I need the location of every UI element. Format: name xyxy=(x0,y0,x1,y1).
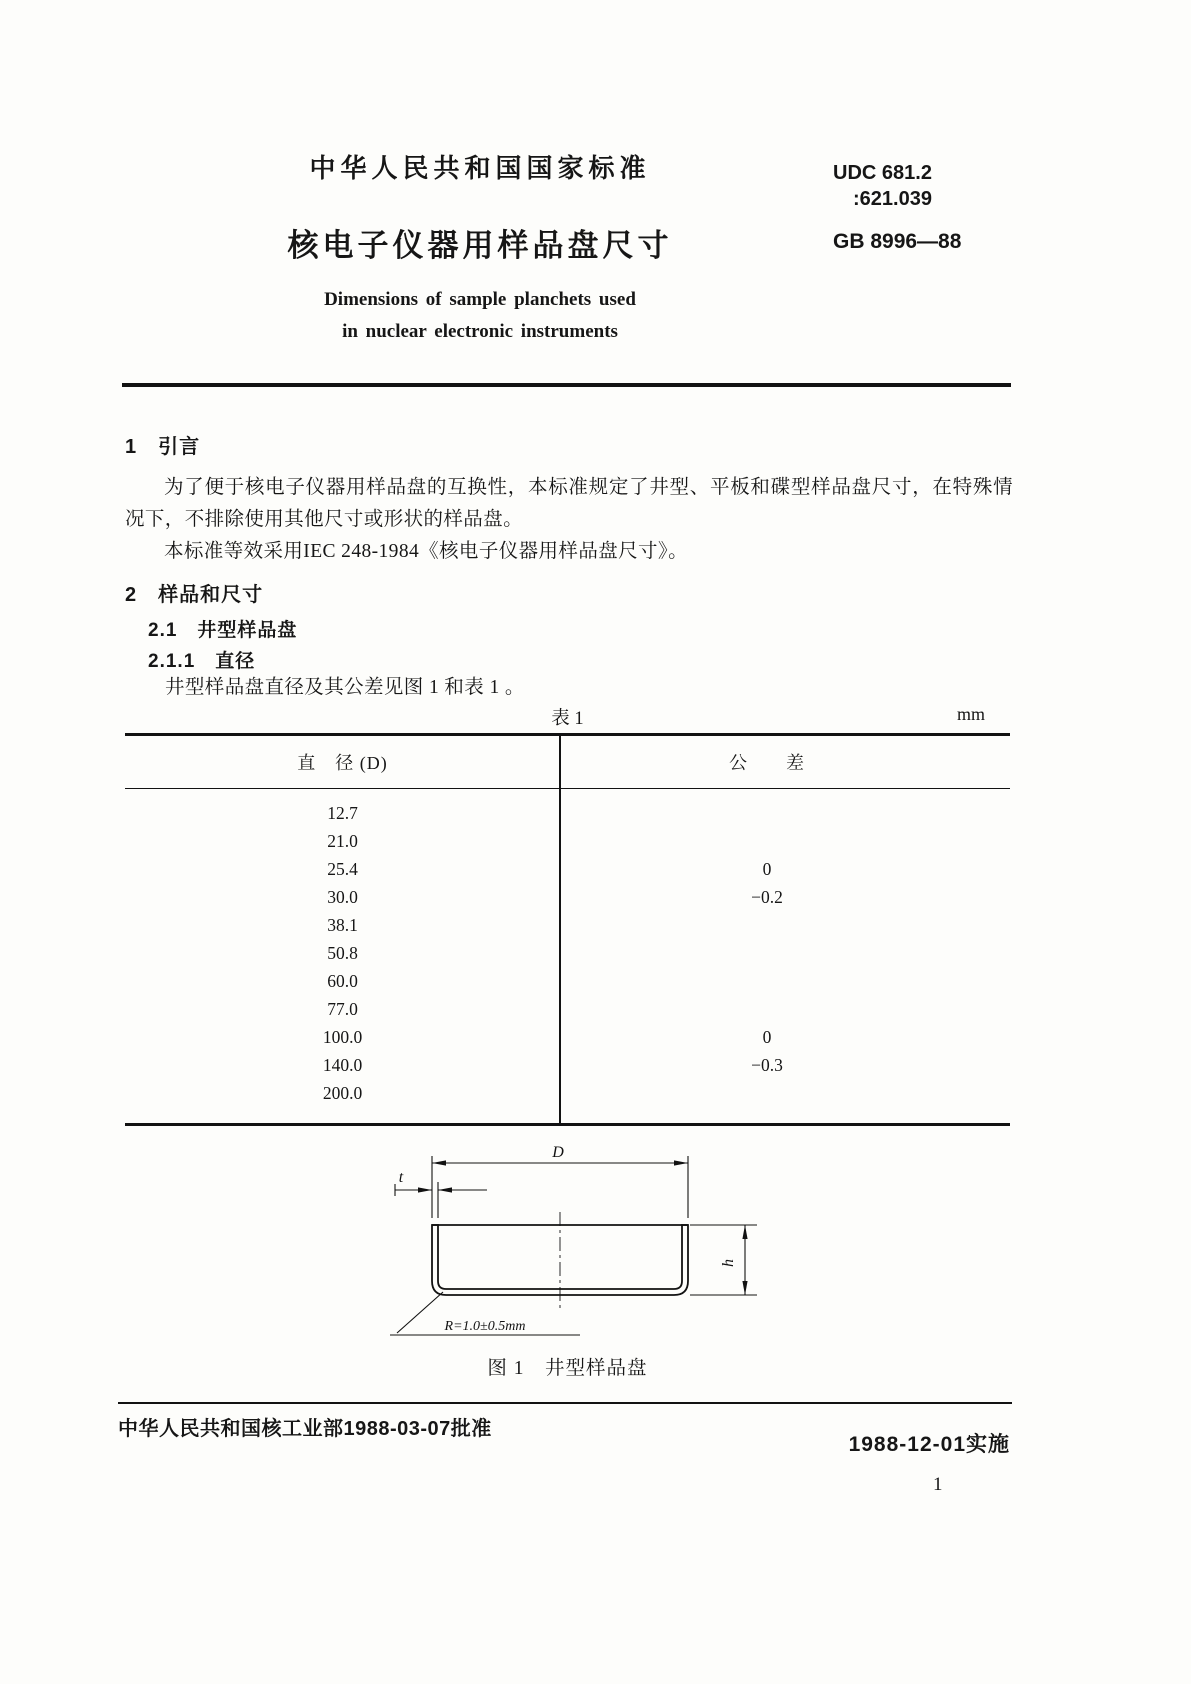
tolerance-group1-lower: −0.2 xyxy=(751,887,783,907)
tolerance-group1-upper: 0 xyxy=(762,859,772,879)
radius-annotation: R=1.0±0.5mm xyxy=(444,1319,526,1334)
document-title-english xyxy=(125,284,835,348)
figure-1-caption: 图 1 井型样品盘 xyxy=(487,1358,648,1379)
diameter-value: 100.0 xyxy=(322,1027,363,1047)
dimension-h xyxy=(690,1225,757,1295)
dimension-label-h: h xyxy=(720,1259,737,1267)
table-caption: 表 1 xyxy=(551,709,584,729)
document-title-chinese: 核电子仪器用样品盘尺寸 xyxy=(287,228,673,263)
udc-line2: :621.039 xyxy=(853,188,932,210)
dimension-t xyxy=(395,1169,487,1218)
tolerance-group2-upper: 0 xyxy=(762,1027,772,1047)
tolerance-group2-lower: −0.3 xyxy=(751,1055,783,1075)
approval-statement: 中华人民共和国核工业部1988-03-07批准 xyxy=(118,1418,492,1440)
section-1-paragraph-2: 本标准等效采用IEC 248-1984《核电子仪器用样品盘尺寸》。 xyxy=(164,541,688,562)
diameter-value: 200.0 xyxy=(322,1083,363,1103)
dimension-label-t: t xyxy=(398,1169,404,1186)
diameter-value: 12.7 xyxy=(327,803,358,823)
planchet-cross-section xyxy=(432,1225,688,1295)
table-caption-row xyxy=(125,704,1010,730)
implementation-date: 1988-12-01实施 xyxy=(848,1433,1010,1456)
figure-1-drawing xyxy=(385,1142,865,1357)
section-2-paragraph: 井型样品盘直径及其公差见图 1 和表 1 。 xyxy=(165,677,525,698)
diameter-value: 25.4 xyxy=(327,859,358,879)
tolerance-cell xyxy=(560,799,1010,1107)
section-1-paragraph-1: 为了便于核电子仪器用样品盘的互换性，本标准规定了井型、平板和碟型样品盘尺寸，在特殊情况下，不排除使用其他尺寸或形状的样品盘。 xyxy=(125,477,1013,530)
column-header-tolerance: 公 差 xyxy=(729,753,805,773)
diameter-value: 21.0 xyxy=(327,831,358,851)
title-english-line1: Dimensions of sample planchets used xyxy=(324,289,636,310)
diameter-value: 30.0 xyxy=(327,887,358,907)
diameter-list xyxy=(125,799,560,1107)
section-2-1-heading: 2.1 井型样品盘 xyxy=(148,620,298,641)
dimension-label-D: D xyxy=(552,1144,564,1161)
table-unit: mm xyxy=(956,704,985,724)
page-number: 1 xyxy=(933,1474,943,1495)
udc-classification xyxy=(833,160,932,212)
diameter-value: 140.0 xyxy=(322,1055,363,1075)
diameter-value: 60.0 xyxy=(327,971,358,991)
figure-1 xyxy=(385,1142,865,1357)
udc-line1: UDC 681.2 xyxy=(833,162,932,184)
header-divider-rule xyxy=(122,383,1011,387)
footer-divider-rule xyxy=(118,1402,1012,1404)
standard-code: GB 8996—88 xyxy=(833,230,962,253)
title-english-line2: in nuclear electronic instruments xyxy=(342,321,618,342)
section-1-heading: 1 引言 xyxy=(125,436,201,458)
table-body xyxy=(125,789,1010,1123)
radius-leader xyxy=(390,1292,580,1335)
section-2-heading: 2 样品和尺寸 xyxy=(125,584,264,606)
section-2-1-1-heading: 2.1.1 直径 xyxy=(148,651,256,672)
table-header-row xyxy=(125,736,1010,789)
diameter-value: 77.0 xyxy=(327,999,358,1019)
diameter-value: 50.8 xyxy=(327,943,358,963)
dimension-D xyxy=(432,1144,688,1218)
column-header-diameter: 直 径 (D) xyxy=(297,753,388,773)
table-1 xyxy=(125,733,1010,1126)
diameter-value: 38.1 xyxy=(327,915,358,935)
standard-type-heading: 中华人民共和国国家标准 xyxy=(309,153,651,183)
